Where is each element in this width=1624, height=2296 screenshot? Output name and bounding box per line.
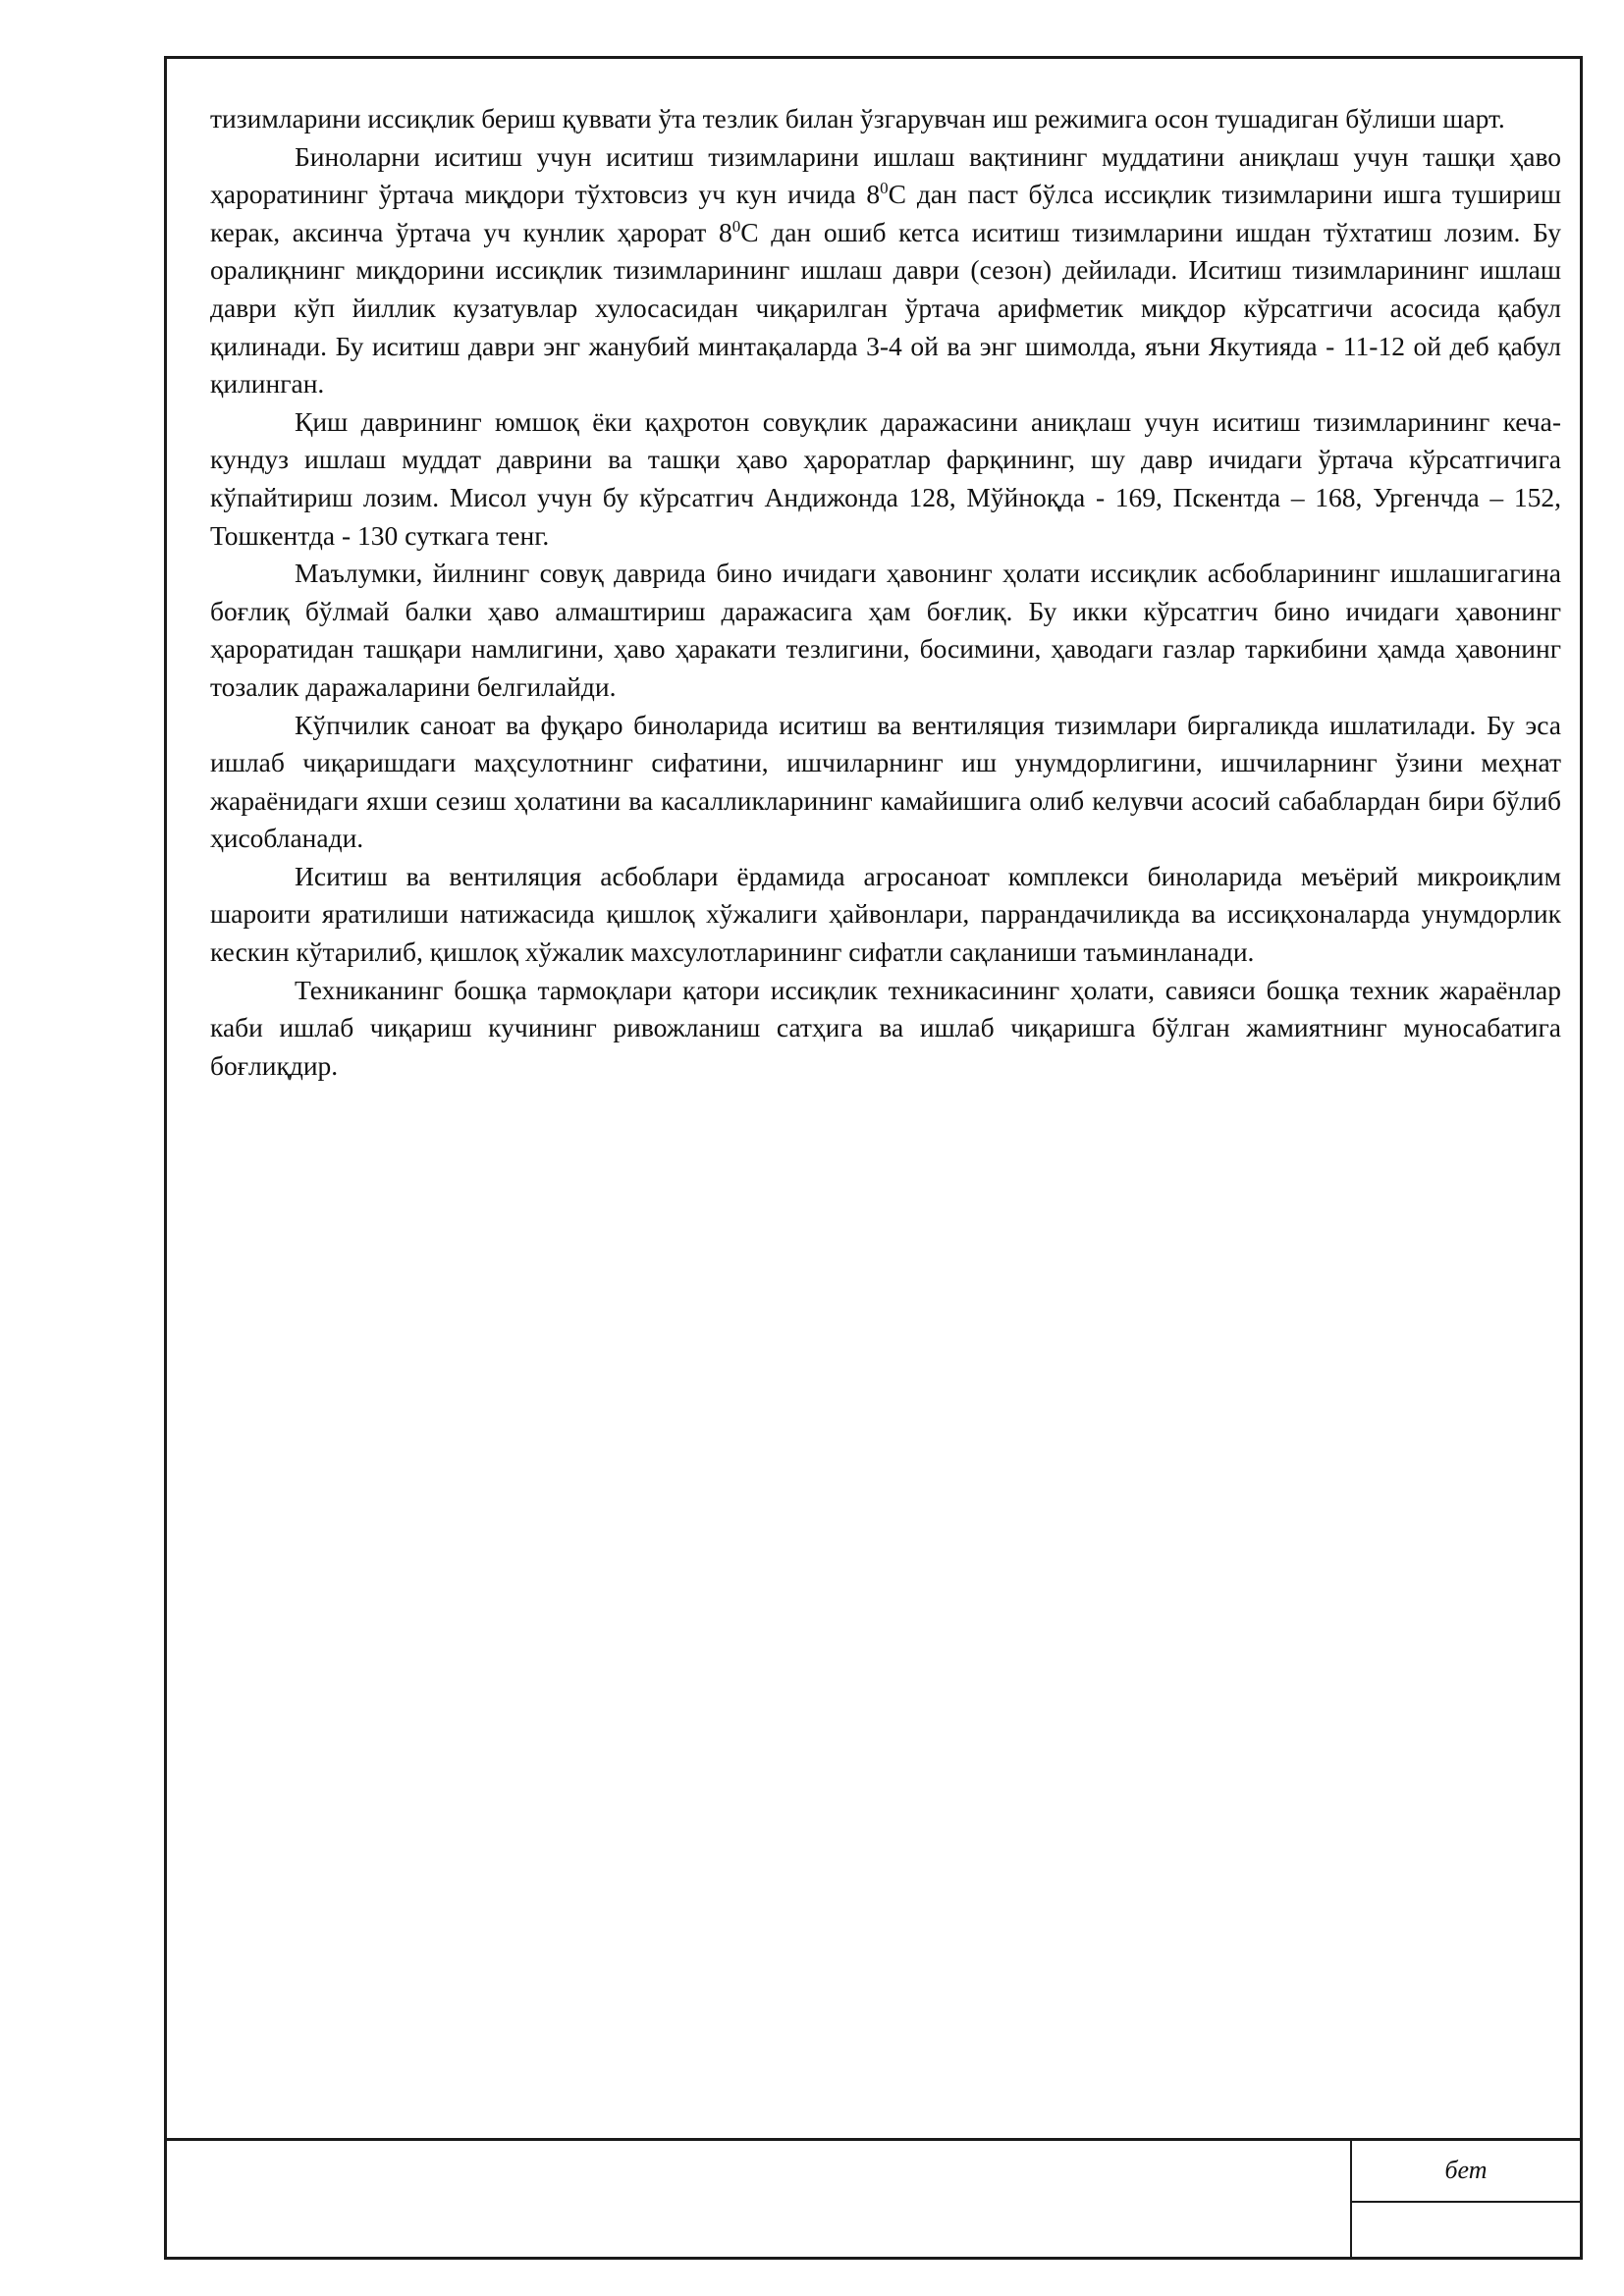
degree-superscript: 0: [731, 216, 741, 236]
paragraph-4: Маълумки, йилнинг совуқ даврида бино ичидаги ҳавонинг ҳолати иссиқлик асбобларининг ишлашигагина боғлиқ бўлмай балки ҳаво алмаштириш даражасига ҳам боғлиқ. Бу икки кўрсатгич бино ичидаги ҳавонинг ҳароратидан ташқари намлигини, ҳаво ҳаракати тезлигини, босимини, ҳаводаги газлар таркибини ҳамда ҳавонинг тозалик даражаларини белгилайди.: [210, 558, 1561, 702]
page-number-cell: [1350, 2203, 1580, 2260]
paragraph-2-text-end: С дан ошиб кетса иситиш тизимларини ишдан тўхтатиш лозим. Бу оралиқнинг миқдорини иссиқлик тизимларининг ишлаш даври (сезон) дейилади. Иситиш тизимларининг ишлаш даври кўп йиллик кузатувлар хулосасидан чиқарилган ўртача арифметик миқдор кўрсатгичи асосида қабул қилинади. Бу иситиш даври энг жанубий минтақаларда 3-4 ой ва энг шимолда, яъни Якутияда - 11-12 ой деб қабул қилинган.: [210, 216, 1561, 400]
paragraph-1: тизимларини иссиқлик бериш қуввати ўта тезлик билан ўзгарувчан иш режимига осон тушадиган бўлиши шарт.: [210, 103, 1505, 133]
paragraph-2: [210, 138, 1561, 403]
paragraph-5: Кўпчилик саноат ва фуқаро биноларида иситиш ва вентиляция тизимлари биргаликда ишлатилади. Бу эса ишлаб чиқаришдаги маҳсулотнинг сифатини, ишчиларнинг иш унумдорлигини, ишчиларнинг ўзини меҳнат жараёнидаги яхши сезиш ҳолатини ва касалликларининг камайишига олиб келувчи асосий сабаблардан бири бўлиб ҳисобланади.: [210, 709, 1561, 854]
page-label-cell: [1350, 2141, 1580, 2203]
paragraph-6: Иситиш ва вентиляция асбоблари ёрдамида агросаноат комплекси биноларида меъёрий микроиқлим шароити яратилиши натижасида қишлоқ хўжалиги ҳайвонлари, паррандачиликда ва иссиқхоналарда унумдорлик кескин кўтарилиб, қишлоқ хўжалик махсулотларининг сифатли сақланиши таъминланади.: [210, 860, 1561, 968]
degree-superscript: 0: [880, 179, 889, 198]
page-frame: [164, 56, 1583, 2260]
paragraph-3: Қиш даврининг юмшоқ ёки қаҳротон совуқлик даражасини аниқлаш учун иситиш тизимларининг кеча-кундуз ишлаш муддат даврини ва ташқи ҳаво ҳароратлар фарқининг, шу давр ичидаги ўртача кўрсатгичига кўпайтириш лозим. Мисол учун бу кўрсатгич Андижонда 128, Мўйноқда - 169, Пскентда – 168, Ургенчда – 152, Тошкентда - 130 суткага тенг.: [210, 405, 1561, 551]
body-text: [210, 100, 1561, 1085]
paragraph-2-text-start: Биноларни иситиш учун иситиш тизимларини ишлаш вақтининг муддатини аниқлаш учун ташқи ҳаво ҳароратининг ўртача миқдори тўхтовсиз уч кун ичида 8: [210, 140, 1561, 210]
title-block: [167, 2138, 1580, 2260]
page-label: бет: [1444, 2156, 1488, 2184]
paragraph-2-text-middle: С дан паст бўлса иссиқлик тизимларини ишга тушириш керак, аксинча ўртача уч кунлик ҳарорат 8: [210, 179, 1561, 247]
paragraph-7: Техниканинг бошқа тармоқлари қатори иссиқлик техникасининг ҳолати, савияси бошқа техник жараёнлар каби ишлаб чиқариш кучининг ривожланиш сатҳига ва ишлаб чиқаришга бўлган жамиятнинг муносабатига боғлиқдир.: [210, 974, 1561, 1081]
